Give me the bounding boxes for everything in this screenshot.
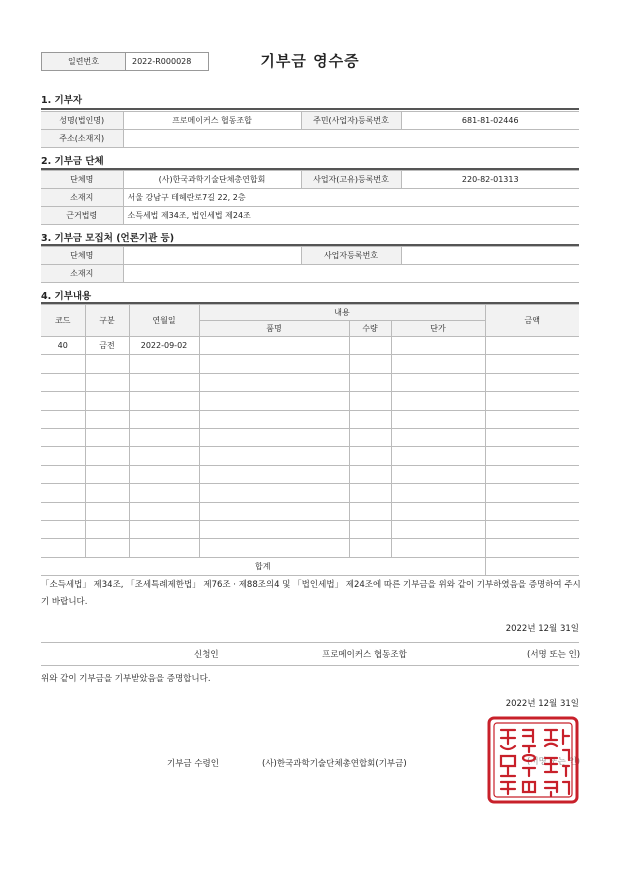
serial-number-box	[41, 52, 209, 71]
confirm-statement: 위와 같이 기부금을 기부받았음을 증명합니다.	[41, 674, 211, 684]
row-type: 금전	[85, 337, 129, 355]
section-donor-title: 1. 기부자	[41, 95, 83, 106]
table-row	[41, 337, 579, 355]
donor-addr-value	[123, 130, 579, 148]
total-label: 합계	[41, 557, 485, 575]
donor-name-value: 프로메이커스 협동조합	[123, 112, 301, 130]
collector-regno-value	[401, 247, 579, 265]
header-date: 연월일	[129, 305, 199, 337]
row-date: 2022-09-02	[129, 337, 199, 355]
row-unit	[391, 337, 485, 355]
request-date: 2022년 12월 31일	[505, 624, 579, 634]
recipient-label: 기부금 수령인	[167, 759, 219, 769]
header-detail: 내용	[199, 305, 485, 321]
serial-number-value: 2022-R000028	[132, 57, 192, 66]
table-row	[41, 428, 579, 446]
header-amount: 금액	[485, 305, 579, 337]
table-row	[41, 373, 579, 391]
document-title: 기부금 영수증	[260, 52, 360, 70]
table-row	[41, 392, 579, 410]
recipient-sign: (서명 또는 인)	[527, 757, 581, 767]
table-row	[41, 539, 579, 557]
table-row	[41, 484, 579, 502]
collector-name-value	[123, 247, 301, 265]
section-collector-title: 3. 기부금 모집처 (언론기관 등)	[41, 233, 175, 244]
header-qty: 수량	[349, 321, 391, 337]
applicant-label: 신청인	[194, 650, 219, 660]
row-item	[199, 337, 349, 355]
donor-addr-label: 주소(소재지)	[41, 130, 123, 148]
contents-table	[41, 304, 579, 576]
request-statement: 「소득세법」 제34조, 「조세특례제한법」 제76조 · 제88조의4 및 「법인세법」 제24조에 따른 기부금을 위와 같이 기부하였음을 증명하여 주시기 바랍니다.	[41, 580, 581, 607]
section-org-title: 2. 기부금 단체	[41, 156, 104, 167]
applicant-name: 프로메이커스 협동조합	[322, 650, 407, 660]
divider	[41, 642, 579, 643]
header-type: 구분	[85, 305, 129, 337]
confirm-date: 2022년 12월 31일	[505, 699, 579, 709]
total-value	[485, 557, 579, 575]
table-row	[41, 410, 579, 428]
donor-table	[41, 111, 579, 148]
org-addr-label: 소재지	[41, 189, 123, 207]
table-row	[41, 502, 579, 520]
table-row	[41, 447, 579, 465]
org-name-value: (사)한국과학기술단체총연합회	[123, 171, 301, 189]
table-row	[41, 520, 579, 538]
collector-table	[41, 246, 579, 283]
header-item: 품명	[199, 321, 349, 337]
recipient-name: (사)한국과학기술단체총연합회(기부금)	[262, 759, 407, 769]
official-seal-icon	[487, 716, 579, 804]
org-regno-label: 사업자(고유)등록번호	[301, 171, 401, 189]
section-divider	[41, 108, 579, 110]
org-addr-value: 서울 강남구 테헤란로7길 22, 2층	[123, 189, 579, 207]
header-unit: 단가	[391, 321, 485, 337]
collector-addr-label: 소재지	[41, 265, 123, 283]
table-row	[41, 355, 579, 373]
table-row	[41, 465, 579, 483]
row-code: 40	[41, 337, 85, 355]
donor-regno-value: 681-81-02446	[401, 112, 579, 130]
org-law-label: 근거법령	[41, 207, 123, 225]
donor-name-label: 성명(법인명)	[41, 112, 123, 130]
collector-name-label: 단체명	[41, 247, 123, 265]
row-amount	[485, 337, 579, 355]
org-regno-value: 220-82-01313	[401, 171, 579, 189]
org-law-value: 소득세법 제34조, 법인세법 제24조	[123, 207, 579, 225]
total-row	[41, 557, 579, 575]
collector-regno-label: 사업자등록번호	[301, 247, 401, 265]
divider	[41, 665, 579, 666]
applicant-sign: (서명 또는 인)	[527, 650, 581, 660]
row-qty	[349, 337, 391, 355]
section-contents-title: 4. 기부내용	[41, 291, 92, 302]
serial-number-label: 일련번호	[42, 53, 126, 70]
header-code: 코드	[41, 305, 85, 337]
org-table	[41, 170, 579, 225]
org-name-label: 단체명	[41, 171, 123, 189]
donor-regno-label: 주민(사업자)등록번호	[301, 112, 401, 130]
collector-addr-value	[123, 265, 579, 283]
